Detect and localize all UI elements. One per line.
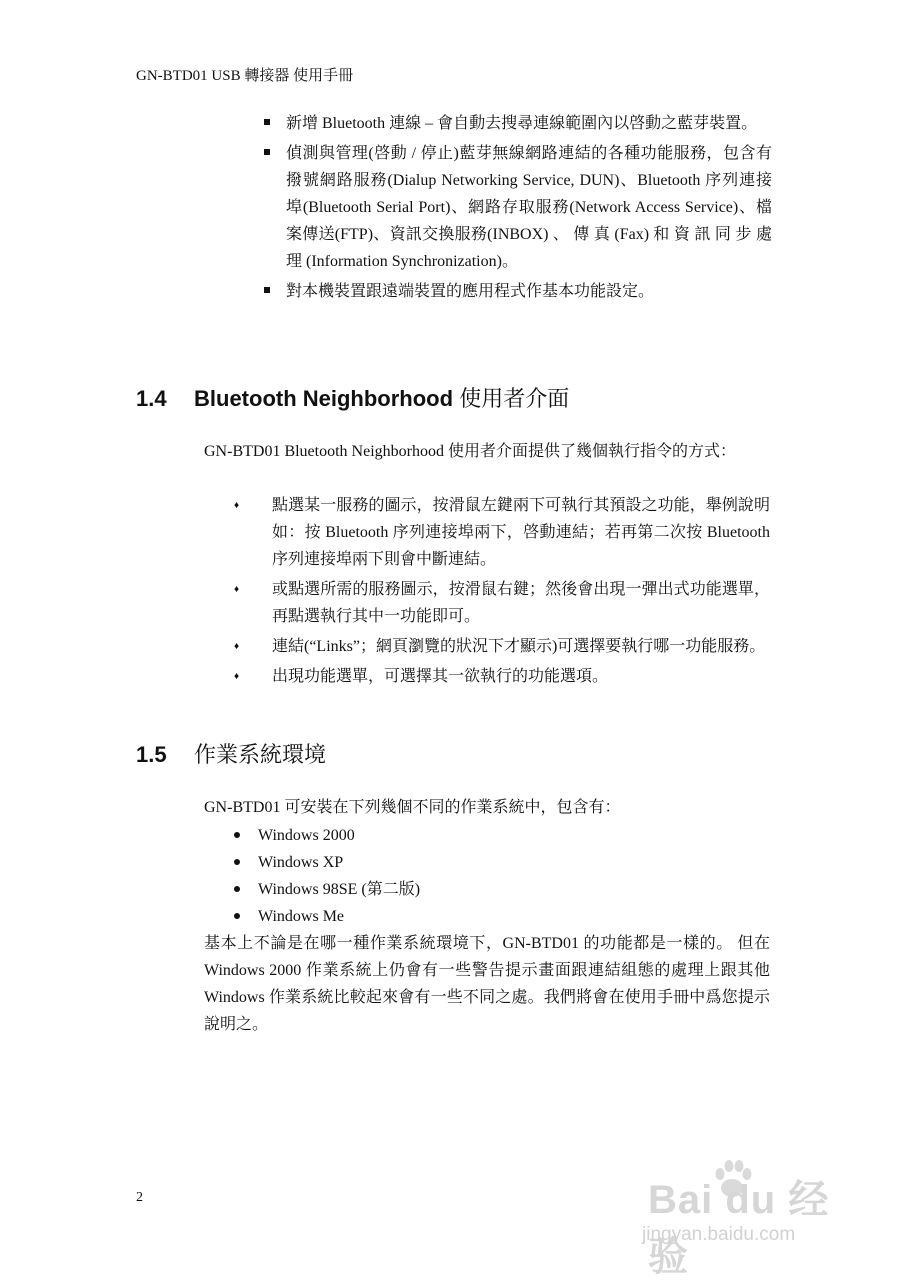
list-item: Windows Me xyxy=(204,903,420,930)
section-number: 1.5 xyxy=(136,742,167,767)
watermark-url: jingyan.baidu.com xyxy=(642,1224,796,1245)
list-item: Windows 98SE (第二版) xyxy=(204,876,420,903)
os-list xyxy=(204,822,420,930)
list-item: ♦ 點選某一服務的圖示，按滑鼠左鍵兩下可執行其預設之功能，舉例說明如：按 Bluetooth 序列連接埠兩下，啓動連結；若再第二次按 Bluetooth 序列連接埠兩下則會中斷連結。 xyxy=(204,492,770,573)
section-title-cjk: 作業系統環境 xyxy=(194,743,327,768)
list-item: Windows XP xyxy=(204,849,420,876)
list-item: ♦ 連結(“Links”；網頁瀏覽的狀況下才顯示)可選擇要執行哪一功能服務。 xyxy=(204,633,770,660)
list-item: 偵測與管理(啓動 / 停止)藍芽無線網路連結的各種功能服務，包含有撥號網路服務(Dialup Networking Service, DUN)、Bluetooth 序列連接埠(Bluetooth Serial Port)、網路存取服務(Network Access Service)、檔案傳送(FTP)、資訊交換服務(INBOX) 、 傳 真 (Fax) 和 資 訊 同 步 處 理 (Information Synchronization)。 xyxy=(262,140,772,275)
section-heading-1-5 xyxy=(136,738,326,769)
section-intro: GN-BTD01 可安裝在下列幾個不同的作業系統中，包含有： xyxy=(204,799,621,816)
page-header: GN-BTD01 USB 轉接器 使用手冊 xyxy=(136,68,354,84)
list-item: Windows 2000 xyxy=(204,822,420,849)
list-item: ♦ 出現功能選單，可選擇其一欲執行的功能選項。 xyxy=(204,663,770,690)
feature-list xyxy=(262,110,772,308)
watermark-brand: Bai du 经验 xyxy=(648,1178,830,1279)
watermark xyxy=(640,1150,860,1279)
list-item: 對本機裝置跟遠端裝置的應用程式作基本功能設定。 xyxy=(262,278,772,305)
command-list xyxy=(204,492,770,693)
page-number: 2 xyxy=(136,1190,143,1205)
list-item: ♦ 或點選所需的服務圖示，按滑鼠右鍵；然後會出現一彈出式功能選單，再點選執行其中一功能即可。 xyxy=(204,576,770,630)
section-title-cjk: 使用者介面 xyxy=(459,387,570,412)
list-item: 新增 Bluetooth 連線 – 會自動去搜尋連線範圍內以啓動之藍芽裝置。 xyxy=(262,110,772,137)
section-number: 1.4 xyxy=(136,386,167,411)
body-paragraph: 基本上不論是在哪一種作業系統環境下，GN-BTD01 的功能都是一樣的。 但在 Windows 2000 作業系統上仍會有一些警告提示畫面跟連結組態的處理上跟其他 Windows 作業系統比較起來會有一些不同之處。我們將會在使用手冊中爲您提示說明之。 xyxy=(204,935,770,1033)
section-heading-1-4 xyxy=(136,382,569,413)
section-intro: GN-BTD01 Bluetooth Neighborhood 使用者介面提供了幾個執行指令的方式： xyxy=(204,443,736,460)
section-title: Bluetooth Neighborhood xyxy=(194,386,454,411)
